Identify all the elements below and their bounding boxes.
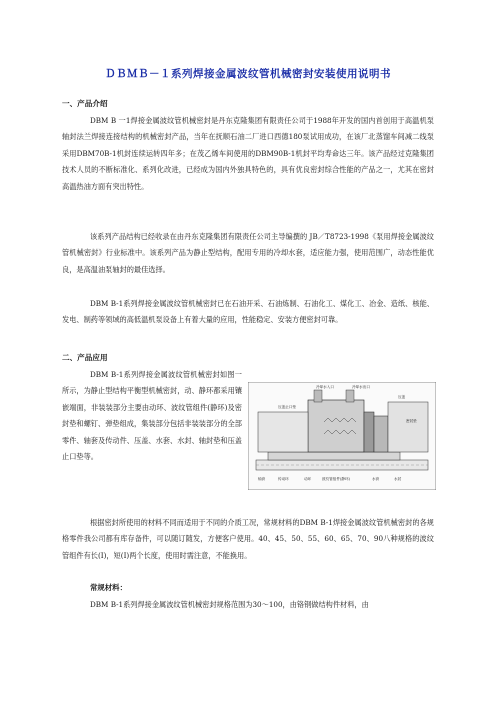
seal-diagram-figure	[248, 382, 436, 490]
sleeve-shape	[268, 452, 400, 460]
label-water-jacket: 水套	[372, 477, 380, 481]
document-title: ＤＢＭＢ－１系列焊接金属波纹管机械密封安装使用说明书	[105, 68, 391, 80]
gland-shape	[308, 400, 364, 452]
label-seal-gasket: 密封垫	[406, 419, 417, 423]
housing-shape	[388, 402, 428, 452]
section-1-heading: 一、产品介绍	[62, 99, 108, 108]
label-bellows-assembly: 波纹管组件(静环)	[322, 477, 350, 481]
section-2-paragraph-2: 根据密封所使用的材料不同而适用于不同的介质工况，常规材料的DBM B-1焊接金属波纹管机械密封的各规格零件我公司都有库存备件，可以随订随发，方便客户使用。40、45、50、55、60、65、70、90八种规格的波纹管组件有长(I)，短(I)两个长度，使用时需注意，不能换用。	[62, 518, 434, 560]
section-2-paragraph-1: DBM B-1系列焊接金属波纹管机械密封如图一所示，为静止型结构平衡型机械密封，动、静环都采用镶嵌端面，非装装部分主要由动环、波纹管组件(静环)及密封垫和螺钉、弹垫组成，集装部分包括非装装部分的全部零件、轴套及传动件、压盖、水套、水封、轴封垫和压盖止口垫等。	[62, 370, 242, 462]
section-1-paragraph-3: DBM B-1系列焊接金属波纹管机械密封已在石油开采、石油炼制、石油化工、煤化工、冶金、造纸、核能、发电、制药等领域的高低温机泵设备上有着大量的应用，性能稳定、安装方便密封可靠。	[62, 299, 434, 325]
label-coolant-outlet: 冷却水出口	[352, 385, 370, 389]
label-gland: 压盖	[398, 395, 406, 399]
materials-heading: 常规材料：	[90, 583, 127, 592]
section-1-paragraph-2: 该系列产品结构已经收录在由丹东克隆集团有限责任公司主导编撰的 JB／T8723-1998《泵用焊接金属波纹管机械密封》行业标准中。该系列产品为静止型结构，配用专用的冷却水套，适应能力强，使用范围广，动态性能优良，是高温油泵轴封的最佳选择。	[62, 232, 434, 274]
section-1-paragraph-1: DBM B 一1焊接金属波纹管机械密封是丹东克隆集团有限责任公司于1988年开发的国内首创用于高温机泵轴封法兰焊接连接结构的机械密封产品，当年在抚顺石油二厂进口西德180泵试用成功，在该厂北蒸馏车间减二线泵采用DBM70B-1机封连续运转四年多；在茂乙烯车间使用的DBM90B-1机封平均寿命达三年。该产品经过克隆集团技术人员的不断标准化、系列化改进，已经成为国内外独具特色的，具有优良密封综合性能的产品之一，尤其在密封高温热油方面有突出特性。	[62, 116, 434, 191]
seal-cross-section-diagram	[248, 382, 436, 490]
rotating-ring-shape	[364, 412, 374, 452]
label-coolant-inlet: 冷却水入口	[316, 385, 334, 389]
label-drive-ring: 传动环	[278, 477, 289, 481]
label-rotating-ring: 动环	[304, 477, 312, 481]
section-2-heading: 二、产品应用	[62, 353, 108, 362]
label-sleeve: 轴套	[258, 477, 266, 481]
label-water-seal: 水封	[394, 477, 402, 481]
label-gland-spigot-gasket: 压盖止口垫	[278, 405, 296, 409]
materials-paragraph-1: DBM B-1系列焊接金属波纹管机械密封规格范围为30～100，由铬钢做结构件材料，由	[90, 600, 369, 609]
